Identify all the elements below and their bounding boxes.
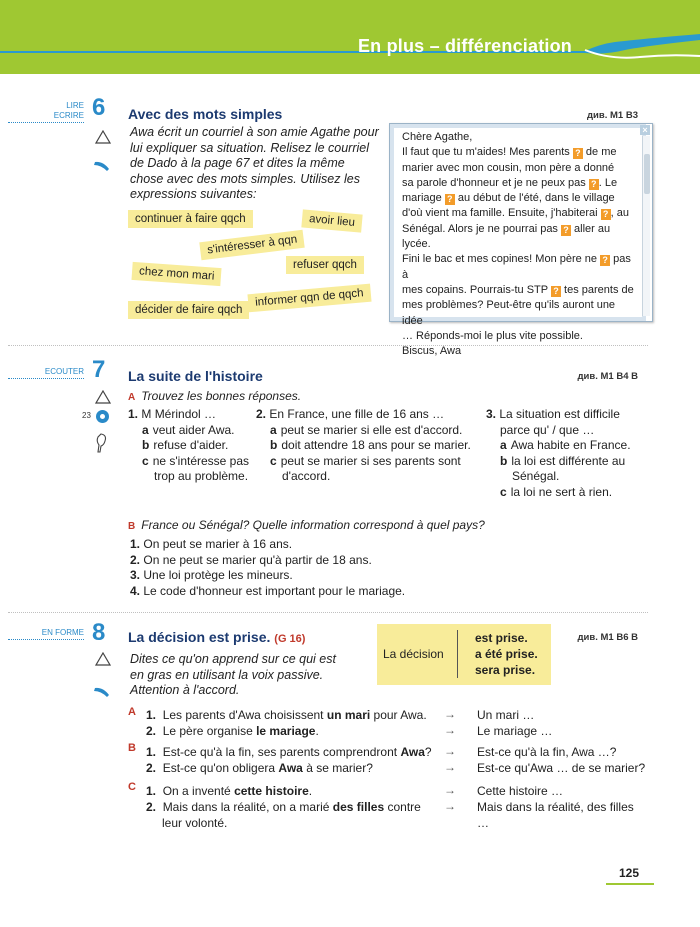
group-label: C: [128, 781, 136, 793]
option-text: la loi est différente au: [511, 453, 626, 468]
sentence-text: .: [308, 784, 313, 798]
exercise-title: [128, 629, 305, 645]
item-number: 1.: [146, 708, 157, 722]
option-text: trop au problème.: [154, 469, 249, 483]
item-text: Le code d'honneur est important pour le mariage.: [143, 583, 406, 598]
answer-stem: Est-ce qu'Awa … de se marier?: [477, 761, 646, 775]
part-a-instruction: [128, 389, 301, 403]
email-line: [402, 191, 634, 206]
item-number: 4.: [130, 583, 141, 598]
sentence-text: .: [315, 724, 319, 738]
item-text: Une loi protège les mineurs.: [143, 568, 293, 582]
email-window: [389, 123, 653, 358]
question-number: 2.: [256, 407, 267, 421]
track-number: 23: [82, 411, 91, 420]
email-text: marier avec mon cousin, mon père a donné: [402, 161, 615, 174]
skill-tag-read: LIRE: [66, 101, 84, 110]
email-line: [402, 206, 634, 221]
sentence-text: Le père organise: [162, 724, 257, 738]
sentence-row: [146, 708, 427, 724]
item-number: 1.: [146, 784, 157, 798]
grammar-example-box: [377, 624, 551, 685]
option-text: ne s'intéresse pas: [152, 453, 250, 468]
email-line: [402, 161, 634, 176]
option-letter: a: [270, 422, 277, 437]
expression-chip: refuser qqch: [286, 256, 364, 274]
list-item: [130, 568, 405, 584]
scrollbar-thumb[interactable]: [644, 154, 650, 194]
bold-target: cette histoire: [234, 784, 309, 798]
sentence-text: Les parents d'Awa choisissent: [162, 708, 327, 722]
bold-target: des filles: [332, 800, 385, 814]
email-text: tes parents de: [560, 283, 634, 296]
arrow-icon: →: [444, 744, 456, 758]
box-subject: La décision: [383, 647, 444, 661]
option-text: peut se marier si ses parents sont: [280, 453, 461, 468]
exercise-title: Avec des mots simples: [128, 106, 283, 122]
option-letter: b: [270, 438, 278, 452]
question-stem: M Mérindol …: [141, 407, 217, 421]
option-text: Awa habite en France.: [510, 438, 631, 452]
arrow-icon: →: [444, 799, 456, 813]
option-text: doit attendre 18 ans pour se marier.: [281, 438, 471, 452]
instruction-line: de Dado à la page 67 et dites la même: [130, 156, 345, 170]
passive-form: est prise.: [475, 631, 528, 645]
email-scrollbar[interactable]: [642, 136, 650, 316]
email-line: [402, 176, 634, 191]
instruction-line: Awa écrit un courriel à son amie Agathe pour: [130, 125, 379, 139]
option-letter: c: [270, 453, 277, 468]
statement-list: [130, 537, 405, 599]
question-number: 1.: [128, 407, 139, 421]
option-letter: b: [500, 453, 508, 468]
skill-tag-write: ECRIRE: [8, 111, 84, 123]
listening-figure-icon: [95, 432, 109, 454]
expression-chip: informer qqn de qqch: [247, 284, 371, 313]
email-line: [402, 145, 634, 160]
email-text: de me: [582, 146, 617, 159]
email-text: , au: [610, 207, 629, 220]
option-text: veut aider Awa.: [152, 422, 235, 437]
item-number: 2.: [146, 724, 157, 738]
passive-form: sera prise.: [475, 663, 536, 677]
exercise-number: 7: [92, 356, 106, 383]
email-greeting: Chère Agathe,: [402, 131, 473, 143]
item-number: 2.: [130, 552, 141, 567]
bold-target: Awa: [400, 745, 425, 759]
instruction-line: en gras en utilisant la voix passive.: [130, 667, 324, 682]
part-label: B: [128, 521, 136, 532]
bold-target: le mariage: [256, 724, 316, 738]
box-divider: [457, 630, 458, 678]
differentiation-triangle-icon: [95, 652, 111, 666]
sentence-continuation: leur volonté.: [162, 816, 228, 830]
item-number: 1.: [130, 537, 141, 551]
email-text: mes problèmes? Peut-être qu'ils auront une idée: [402, 299, 616, 327]
question-stem: parce qu' / que …: [500, 422, 595, 437]
question-column-1: [128, 407, 249, 485]
expression-chip: s'intéresser à qqn: [199, 230, 305, 261]
question-mark-icon: ?: [573, 148, 583, 159]
question-stem: La situation est difficile: [499, 407, 620, 421]
option-letter: c: [142, 453, 149, 468]
option-text: d'accord.: [282, 469, 331, 483]
list-item: [130, 553, 405, 569]
email-line: [402, 298, 634, 329]
exercise-instruction: [130, 125, 379, 203]
email-text: mes copains. Pourrais-tu STP: [402, 283, 551, 296]
item-number: 2.: [146, 761, 157, 775]
sentence-text: ?: [424, 745, 432, 759]
bold-target: un mari: [326, 708, 371, 722]
section-divider: [8, 612, 648, 613]
email-text: sa parole d'honneur et je ne peux pas: [402, 176, 589, 189]
pen-icon: [93, 158, 111, 172]
workbook-reference: див. M1 B6 B: [577, 632, 638, 643]
exercise-instruction: [130, 652, 336, 699]
option-text: peut se marier si elle est d'accord.: [280, 422, 463, 437]
sentence-text: Est-ce qu'à la fin, ses parents comprendront: [162, 745, 401, 759]
arrow-icon: →: [444, 760, 456, 774]
sentence-row: [146, 745, 432, 761]
part-label: A: [128, 392, 136, 403]
group-label: B: [128, 742, 136, 754]
banner-title: En plus – différenciation: [357, 36, 572, 56]
item-text: On peut se marier à 16 ans.: [143, 537, 293, 551]
item-number: 3.: [130, 568, 141, 582]
email-text: Il faut que tu m'aides! Mes parents: [402, 146, 573, 159]
question-mark-icon: ?: [551, 286, 561, 297]
grammar-reference: (G 16): [274, 633, 306, 645]
question-column-2: [256, 407, 471, 485]
question-mark-icon: ?: [589, 179, 599, 190]
sentence-text: On a inventé: [162, 784, 235, 798]
email-line: [402, 222, 634, 253]
arrow-icon: →: [444, 707, 456, 721]
list-item: [130, 584, 405, 600]
page-number: 125: [619, 866, 640, 880]
banner-wave-decoration: [0, 0, 700, 74]
email-body: [390, 124, 646, 358]
question-stem: En France, une fille de 16 ans …: [269, 407, 445, 421]
email-text: d'où vient ma famille. Ensuite, j'habiterai: [402, 207, 601, 220]
differentiation-triangle-icon: [95, 390, 111, 404]
email-text: . Le: [598, 176, 618, 189]
passive-form: a été prise.: [475, 647, 538, 661]
answer-stem: Le mariage …: [477, 724, 553, 738]
instruction-line: Attention à l'accord.: [130, 683, 240, 697]
expression-chip: chez mon mari: [131, 262, 221, 286]
item-number: 2.: [146, 800, 157, 814]
email-line: [402, 283, 634, 298]
question-mark-icon: ?: [445, 194, 455, 205]
email-text: Sénégal. Alors je ne pourrai pas: [402, 222, 561, 235]
email-line: [402, 329, 634, 344]
instruction-line: chose avec des mots simples. Utilisez les: [130, 171, 360, 186]
answer-stem: Est-ce qu'à la fin, Awa …?: [477, 745, 617, 759]
expression-chip: décider de faire qqch: [128, 301, 249, 319]
option-text: Sénégal.: [512, 469, 560, 483]
email-text: Fini le bac et mes copines! Mon père ne: [402, 253, 601, 266]
instruction-text: Trouvez les bonnes réponses.: [141, 389, 302, 403]
question-mark-icon: ?: [600, 255, 610, 266]
email-signature: Biscus, Awa: [402, 345, 462, 358]
email-text: pas à: [402, 253, 631, 281]
differentiation-triangle-icon: [95, 130, 111, 144]
bold-target: Awa: [278, 761, 303, 775]
instruction-line: lui expliquer sa situation. Relisez le courriel: [130, 140, 370, 155]
pen-icon: [93, 684, 111, 698]
email-text: au début de l'été, dans le village: [454, 192, 615, 205]
box-forms: [475, 630, 538, 678]
workbook-reference: див. M1 B4 B: [577, 371, 638, 382]
option-letter: a: [500, 438, 507, 452]
group-label: A: [128, 706, 136, 718]
instruction-line: Dites ce qu'on apprend sur ce qui est: [130, 652, 336, 666]
option-text: refuse d'aider.: [153, 438, 229, 452]
answer-stem: Mais dans la réalité, des filles: [477, 800, 634, 814]
answer-stem: Un mari …: [477, 708, 535, 722]
item-text: On ne peut se marier qu'à partir de 18 ans.: [143, 552, 372, 567]
sentence-row: [146, 724, 319, 740]
option-letter: c: [500, 484, 507, 499]
page-number-underline: [606, 883, 654, 885]
email-text: mariage: [402, 192, 445, 205]
sentence-row: [146, 761, 373, 777]
close-icon[interactable]: ×: [640, 125, 650, 135]
sentence-text: pour Awa.: [370, 708, 427, 722]
skill-tag-grammar: EN FORME: [8, 628, 84, 640]
workbook-reference: див. M1 B3: [587, 110, 638, 121]
list-item: [130, 537, 405, 553]
exercise-title: La suite de l'histoire: [128, 368, 263, 384]
email-text: aller au lycée.: [402, 222, 611, 251]
option-letter: b: [142, 438, 150, 452]
question-column-3: [486, 407, 631, 500]
exercise-number: 8: [92, 619, 106, 646]
question-mark-icon: ?: [561, 225, 571, 236]
sentence-row: [146, 784, 312, 800]
exercise-number: 6: [92, 94, 106, 121]
audio-cd-icon[interactable]: [96, 410, 109, 423]
answer-continuation: …: [477, 816, 489, 830]
part-b-instruction: [128, 518, 485, 532]
question-mark-icon: ?: [601, 209, 611, 220]
answer-stem: Cette histoire …: [477, 784, 564, 798]
sentence-text: Est-ce qu'on obligera: [162, 761, 279, 775]
expression-chip: avoir lieu: [301, 209, 362, 232]
section-banner: [0, 0, 700, 74]
item-number: 1.: [146, 745, 157, 759]
section-divider: [8, 345, 648, 346]
expression-chip: continuer à faire qqch: [128, 210, 253, 228]
title-text: La décision est prise.: [128, 629, 271, 645]
sentence-row: [146, 800, 421, 816]
sentence-text: contre: [384, 800, 421, 814]
question-number: 3.: [486, 407, 497, 421]
sentence-text: à se marier?: [302, 761, 373, 775]
email-line: [402, 252, 634, 283]
sentence-text: Mais dans la réalité, on a marié: [162, 800, 333, 814]
skill-tag-listen: ECOUTER: [8, 367, 84, 379]
instruction-line: expressions suivantes:: [130, 187, 257, 201]
option-letter: a: [142, 422, 149, 437]
email-text: … Réponds-moi le plus vite possible.: [402, 329, 583, 342]
arrow-icon: →: [444, 723, 456, 737]
instruction-text: France ou Sénégal? Quelle information correspond à quel pays?: [141, 518, 485, 532]
option-text: la loi ne sert à rien.: [510, 484, 613, 499]
arrow-icon: →: [444, 783, 456, 797]
